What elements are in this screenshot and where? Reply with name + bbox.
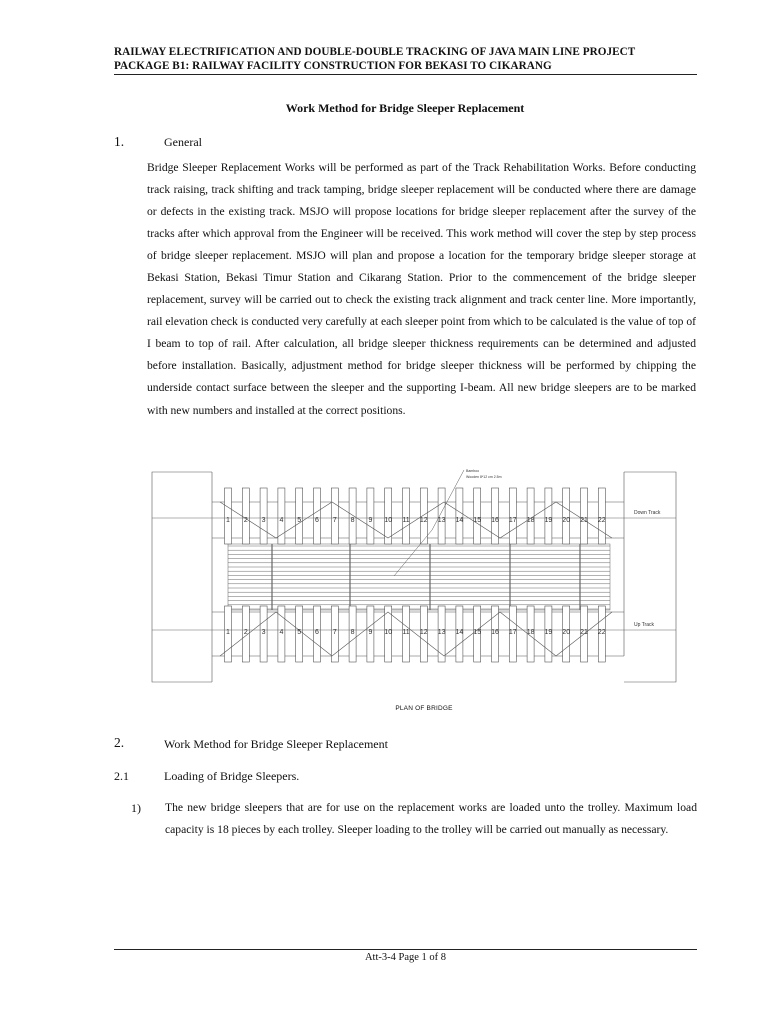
sleeper-number: 8 — [350, 629, 355, 636]
sleeper-down-track — [314, 488, 321, 544]
sleeper-down-track — [260, 488, 267, 544]
section-2-number: 2. — [114, 735, 125, 750]
sleeper-number: 19 — [544, 629, 553, 636]
walkway-outline — [228, 544, 610, 610]
header-package-line: PACKAGE B1: RAILWAY FACILITY CONSTRUCTION FOR BEKASI TO CIKARANG — [114, 59, 552, 72]
sleeper-down-track — [527, 488, 534, 544]
sleeper-number: 9 — [368, 517, 373, 524]
sleeper-down-track — [474, 488, 481, 544]
section-1-paragraph: Bridge Sleeper Replacement Works will be performed as part of the Track Rehabilitation Works. Before conducting track raising, track shifting and track tamping, bridge sleeper replacement will be conducted where there are damage or defects in the existing track. MSJO will propose locations for bridge sleeper replacement after the survey of the tracks after which approval from the Engineer will be received. This work method will cover the step by step process of bridge sleeper replacement. MSJO will plan and propose a location for the temporary bridge sleeper storage at Bekasi Station, Bekasi Timur Station and Cikarang Station. Prior to the commencement of the bridge sleeper replacement, survey will be carried out to check the existing track alignment and track center line. More importantly, rail elevation check is conducted very carefully at each sleeper point from which to be calculated is the value of top of I beam to top of rail. After calculation, all bridge sleeper thickness requirements can be determined and adjusted before installation. Basically, adjustment method for bridge sleeper thickness will be performed by chipping the underside contact surface between the sleeper and the supporting I-beam. All new bridge sleepers are to be marked with new numbers and installed at the correct positions. — [147, 161, 696, 417]
sleeper-number: 10 — [384, 517, 393, 524]
sleeper-number: 4 — [279, 517, 284, 524]
sleeper-down-track — [420, 488, 427, 544]
section-2-1-heading: Loading of Bridge Sleepers. — [164, 769, 300, 783]
sleeper-down-track — [385, 488, 392, 544]
sleeper-down-track — [598, 488, 605, 544]
section-2-1-number: 2.1 — [114, 769, 129, 783]
sleeper-number: 16 — [491, 629, 499, 636]
sleeper-down-track — [225, 488, 232, 544]
sleeper-number: 11 — [402, 517, 410, 524]
sleeper-number: 5 — [297, 629, 302, 636]
sleeper-number: 1 — [226, 517, 230, 524]
down-track-label: Down Track — [634, 510, 661, 516]
sleeper-number: 3 — [261, 629, 266, 636]
sleeper-number: 21 — [580, 517, 588, 524]
sleeper-down-track — [278, 488, 285, 544]
sleeper-down-track — [509, 488, 516, 544]
sleeper-number: 13 — [437, 517, 446, 524]
header-project-line: RAILWAY ELECTRIFICATION AND DOUBLE-DOUBLE TRACKING OF JAVA MAIN LINE PROJECT — [114, 46, 636, 58]
right-abutment — [624, 472, 676, 682]
sleeper-down-track — [331, 488, 338, 544]
note-wooden: Wooden 8*12 cm 2.5m — [466, 475, 502, 479]
sleeper-down-track — [242, 488, 249, 544]
left-abutment — [152, 472, 212, 682]
section-1-heading: General — [164, 135, 202, 149]
sleeper-number: 1 — [226, 629, 230, 636]
item-1-number: 1) — [131, 801, 141, 815]
sleeper-number: 18 — [526, 629, 535, 636]
sleeper-down-track — [367, 488, 374, 544]
sleeper-number: 17 — [508, 517, 517, 524]
header-divider — [114, 74, 697, 75]
sleeper-number: 19 — [544, 517, 553, 524]
sleeper-number: 7 — [332, 629, 337, 636]
sleeper-down-track — [492, 488, 499, 544]
sleeper-down-track — [296, 488, 303, 544]
bridge-plan-figure — [140, 460, 680, 692]
sleeper-number: 2 — [243, 517, 248, 524]
bridge-plan-drawing — [140, 460, 680, 692]
sleeper-number: 13 — [437, 629, 446, 636]
footer-divider — [114, 949, 697, 950]
item-1-text: The new bridge sleepers that are for use on the replacement works are loaded unto the trolley. Maximum load capacity is 18 pieces by each trolley. Sleeper loading to the trolley will be carried out manually as necessary. — [165, 801, 697, 837]
sleeper-down-track — [581, 488, 588, 544]
sleeper-number: 11 — [402, 629, 410, 636]
sleeper-number: 22 — [597, 629, 606, 636]
down-track-sleepers — [225, 488, 606, 544]
sleeper-number: 6 — [315, 517, 319, 524]
sleeper-down-track — [563, 488, 570, 544]
sleeper-number: 17 — [508, 629, 517, 636]
sleeper-number: 3 — [261, 517, 266, 524]
up-track-label: Up Track — [634, 622, 655, 628]
sleeper-number: 22 — [597, 517, 606, 524]
sleeper-number: 2 — [243, 629, 248, 636]
walkway-planks — [228, 544, 610, 610]
sleeper-number: 20 — [562, 517, 571, 524]
note-bamboo: Bamboo — [466, 469, 480, 473]
section-2-heading: Work Method for Bridge Sleeper Replacement — [164, 737, 388, 751]
sleeper-number: 5 — [297, 517, 302, 524]
section-1-number: 1. — [114, 134, 125, 149]
sleeper-number: 8 — [350, 517, 355, 524]
sleeper-number: 14 — [455, 517, 464, 524]
sleeper-number: 18 — [526, 517, 535, 524]
sleeper-number: 16 — [491, 517, 499, 524]
sleeper-number: 14 — [455, 629, 464, 636]
sleeper-down-track — [349, 488, 356, 544]
figure-caption: PLAN OF BRIDGE — [395, 705, 453, 712]
sleeper-number: 7 — [332, 517, 337, 524]
sleeper-number: 20 — [562, 629, 571, 636]
sleeper-number: 10 — [384, 629, 393, 636]
sleeper-number: 12 — [419, 629, 428, 636]
sleeper-down-track — [438, 488, 445, 544]
sleeper-down-track — [456, 488, 463, 544]
sleeper-down-track — [545, 488, 552, 544]
sleeper-number: 15 — [473, 629, 482, 636]
sleeper-down-track — [403, 488, 410, 544]
page-footer: Att-3-4 Page 1 of 8 — [364, 952, 447, 963]
sleeper-number: 12 — [419, 517, 428, 524]
sleeper-number: 4 — [279, 629, 284, 636]
document-title: Work Method for Bridge Sleeper Replacement — [285, 101, 525, 115]
sleeper-number: 21 — [580, 629, 588, 636]
document-header — [114, 46, 696, 73]
sleeper-number: 6 — [315, 629, 319, 636]
sleeper-number: 15 — [473, 517, 482, 524]
sleeper-number: 9 — [368, 629, 373, 636]
